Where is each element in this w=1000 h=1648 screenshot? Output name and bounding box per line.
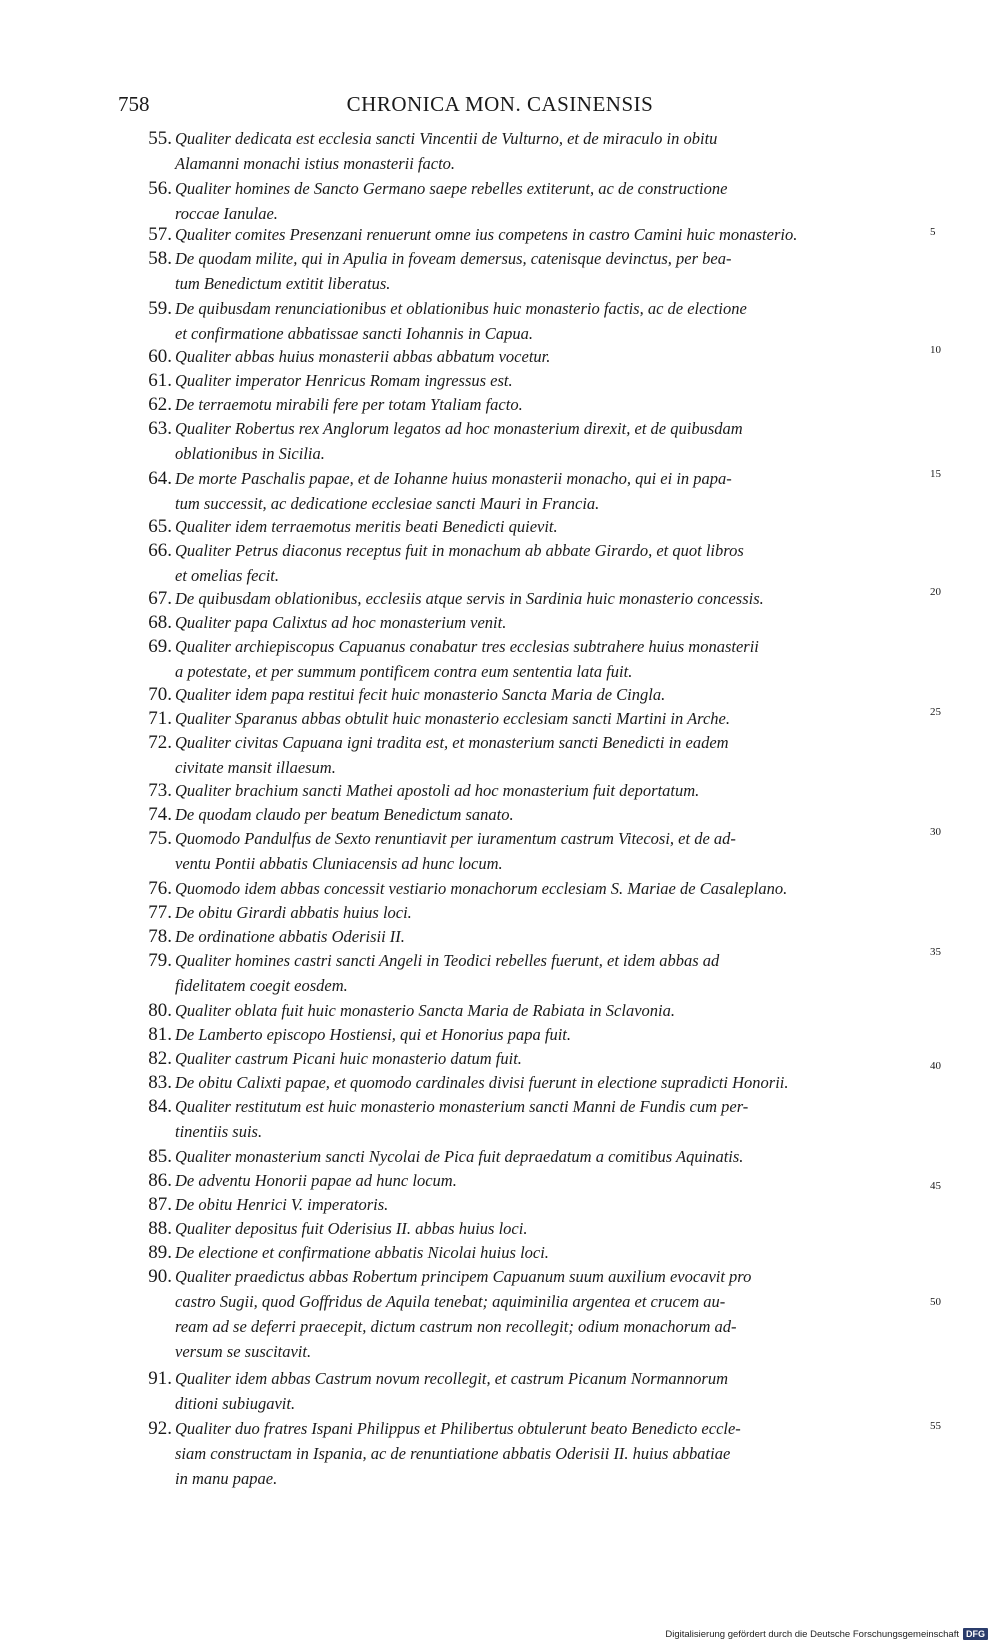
entry-text bbox=[175, 948, 930, 998]
entry-text bbox=[175, 1366, 930, 1416]
entry-number: 63. bbox=[148, 418, 172, 439]
entry-line: et confirmatione abbatissae sancti Iohannis in Capua. bbox=[175, 324, 533, 343]
entry-text bbox=[175, 538, 930, 588]
entry-line: Qualiter duo fratres Ispani Philippus et Philibertus obtulerunt beato Benedicto eccle- bbox=[175, 1419, 741, 1438]
entry-line: De Lamberto episcopo Hostiensi, qui et Honorius papa fuit. bbox=[175, 1025, 571, 1044]
line-number-marker: 55 bbox=[930, 1420, 941, 1432]
entry-line: Qualiter comites Presenzani renuerunt omne ius competens in castro Camini huic monasterio. bbox=[175, 225, 798, 244]
entry-text bbox=[175, 586, 930, 611]
entry-text bbox=[175, 368, 930, 393]
entry-text bbox=[175, 778, 930, 803]
entry-number: 69. bbox=[148, 636, 172, 657]
line-number-marker: 50 bbox=[930, 1296, 941, 1308]
entry-number: 58. bbox=[148, 248, 172, 269]
entry-line: a potestate, et per summum pontificem contra eum sententia lata fuit. bbox=[175, 662, 633, 681]
entry-text bbox=[175, 1416, 930, 1491]
entry-text bbox=[175, 126, 930, 176]
entry-line: Quomodo Pandulfus de Sexto renuntiavit per iuramentum castrum Vitecosi, et de ad- bbox=[175, 829, 736, 848]
entry-text bbox=[175, 802, 930, 827]
entry-number: 59. bbox=[148, 298, 172, 319]
entry-number: 82. bbox=[148, 1048, 172, 1069]
entry-number: 71. bbox=[148, 708, 172, 729]
entry-number: 61. bbox=[148, 370, 172, 391]
entry-line: Qualiter imperator Henricus Romam ingressus est. bbox=[175, 371, 513, 390]
entry-text bbox=[175, 682, 930, 707]
entry-text bbox=[175, 900, 930, 925]
entry-line: et omelias fecit. bbox=[175, 566, 280, 585]
entry-number: 90. bbox=[148, 1266, 172, 1287]
entry-number: 75. bbox=[148, 828, 172, 849]
entry-text bbox=[175, 730, 930, 780]
entry-line: roccae Ianulae. bbox=[175, 204, 278, 223]
entry-line: Qualiter idem terraemotus meritis beati Benedicti quievit. bbox=[175, 517, 558, 536]
entry-line: Qualiter depositus fuit Oderisius II. abbas huius loci. bbox=[175, 1219, 528, 1238]
entry-text bbox=[175, 296, 930, 346]
entry-line: ditioni subiugavit. bbox=[175, 1394, 296, 1413]
entry-line: De quodam claudo per beatum Benedictum sanato. bbox=[175, 805, 514, 824]
digitization-credit bbox=[665, 1628, 988, 1640]
line-number-marker: 45 bbox=[930, 1180, 941, 1192]
entry-text bbox=[175, 706, 930, 731]
entry-line: civitate mansit illaesum. bbox=[175, 758, 336, 777]
entry-line: Qualiter homines de Sancto Germano saepe rebelles extiterunt, ac de constructione bbox=[175, 179, 728, 198]
entry-text bbox=[175, 998, 930, 1023]
line-number-marker: 35 bbox=[930, 946, 941, 958]
entry-line: De electione et confirmatione abbatis Nicolai huius loci. bbox=[175, 1243, 549, 1262]
credit-text: Digitalisierung gefördert durch die Deutsche Forschungsgemeinschaft bbox=[665, 1628, 959, 1640]
entry-line: Qualiter abbas huius monasterii abbas abbatum vocetur. bbox=[175, 347, 551, 366]
entry-line: Qualiter homines castri sancti Angeli in Teodici rebelles fuerunt, et idem abbas ad bbox=[175, 951, 720, 970]
entry-number: 80. bbox=[148, 1000, 172, 1021]
entry-line: Qualiter archiepiscopus Capuanus conabatur tres ecclesias subtrahere huius monasterii bbox=[175, 637, 759, 656]
entry-text bbox=[175, 924, 930, 949]
entry-line: Qualiter idem abbas Castrum novum recollegit, et castrum Picanum Normannorum bbox=[175, 1369, 729, 1388]
entry-number: 64. bbox=[148, 468, 172, 489]
entry-line: versum se suscitavit. bbox=[175, 1342, 312, 1361]
entry-text bbox=[175, 222, 930, 247]
entry-line: Qualiter monasterium sancti Nycolai de Pica fuit depraedatum a comitibus Aquinatis. bbox=[175, 1147, 744, 1166]
entry-number: 78. bbox=[148, 926, 172, 947]
line-number-marker: 25 bbox=[930, 706, 941, 718]
entry-line: Qualiter Petrus diaconus receptus fuit in monachum ab abbate Girardo, et quot libros bbox=[175, 541, 744, 560]
entry-text bbox=[175, 634, 930, 684]
entry-number: 85. bbox=[148, 1146, 172, 1167]
line-number-marker: 40 bbox=[930, 1060, 941, 1072]
entry-line: Qualiter dedicata est ecclesia sancti Vincentii de Vulturno, et de miraculo in obitu bbox=[175, 129, 718, 148]
entry-line: Alamanni monachi istius monasterii facto. bbox=[175, 154, 456, 173]
entry-line: De quibusdam renunciationibus et oblationibus huic monasterio factis, ac de electione bbox=[175, 299, 747, 318]
entry-line: De adventu Honorii papae ad hunc locum. bbox=[175, 1171, 457, 1190]
entry-text bbox=[175, 1192, 930, 1217]
entry-number: 62. bbox=[148, 394, 172, 415]
entry-line: in manu papae. bbox=[175, 1469, 278, 1488]
entry-line: Qualiter idem papa restitui fecit huic monasterio Sancta Maria de Cingla. bbox=[175, 685, 666, 704]
entry-text bbox=[175, 1094, 930, 1144]
entry-line: tinentiis suis. bbox=[175, 1122, 263, 1141]
entry-line: Qualiter Sparanus abbas obtulit huic monasterio ecclesiam sancti Martini in Arche. bbox=[175, 709, 730, 728]
entry-text bbox=[175, 246, 930, 296]
entry-line: Qualiter civitas Capuana igni tradita est, et monasterium sancti Benedicti in eadem bbox=[175, 733, 729, 752]
entry-number: 74. bbox=[148, 804, 172, 825]
entry-text bbox=[175, 1264, 930, 1364]
entry-number: 70. bbox=[148, 684, 172, 705]
entry-line: De obitu Henrici V. imperatoris. bbox=[175, 1195, 389, 1214]
entry-line: Qualiter praedictus abbas Robertum principem Capuanum suum auxilium evocavit pro bbox=[175, 1267, 752, 1286]
entry-line: ventu Pontii abbatis Cluniacensis ad hunc locum. bbox=[175, 854, 503, 873]
entry-number: 67. bbox=[148, 588, 172, 609]
entry-number: 55. bbox=[148, 128, 172, 149]
entry-number: 77. bbox=[148, 902, 172, 923]
entry-line: Quomodo idem abbas concessit vestiario monachorum ecclesiam S. Mariae de Casaleplano. bbox=[175, 879, 788, 898]
entry-line: De ordinatione abbatis Oderisii II. bbox=[175, 927, 405, 946]
line-number-marker: 30 bbox=[930, 826, 941, 838]
entry-number: 84. bbox=[148, 1096, 172, 1117]
entry-text bbox=[175, 1144, 930, 1169]
entry-line: Qualiter castrum Picani huic monasterio datum fuit. bbox=[175, 1049, 522, 1068]
page-number: 758 bbox=[118, 92, 150, 116]
entry-number: 72. bbox=[148, 732, 172, 753]
entry-line: De obitu Girardi abbatis huius loci. bbox=[175, 903, 412, 922]
entry-number: 87. bbox=[148, 1194, 172, 1215]
entry-number: 57. bbox=[148, 224, 172, 245]
entry-line: De morte Paschalis papae, et de Iohanne huius monasterii monacho, qui ei in papa- bbox=[175, 469, 732, 488]
entry-text bbox=[175, 1022, 930, 1047]
entry-text bbox=[175, 1240, 930, 1265]
entry-text bbox=[175, 514, 930, 539]
entry-line: siam constructam in Ispania, ac de renuntiatione abbatis Oderisii II. huius abbatiae bbox=[175, 1444, 731, 1463]
entry-line: castro Sugii, quod Goffridus de Aquila tenebat; aquiminilia argentea et crucem au- bbox=[175, 1292, 726, 1311]
entry-text bbox=[175, 1070, 930, 1095]
entry-line: De terraemotu mirabili fere per totam Ytaliam facto. bbox=[175, 395, 523, 414]
entry-line: Qualiter restitutum est huic monasterio monasterium sancti Manni de Fundis cum per- bbox=[175, 1097, 749, 1116]
entry-number: 92. bbox=[148, 1418, 172, 1439]
entry-text bbox=[175, 876, 930, 901]
entry-line: De quodam milite, qui in Apulia in foveam demersus, catenisque devinctus, per bea- bbox=[175, 249, 732, 268]
entry-line: Qualiter Robertus rex Anglorum legatos ad hoc monasterium direxit, et de quibusdam bbox=[175, 419, 743, 438]
line-number-marker: 15 bbox=[930, 468, 941, 480]
entry-text bbox=[175, 1046, 930, 1071]
entry-number: 86. bbox=[148, 1170, 172, 1191]
entry-number: 79. bbox=[148, 950, 172, 971]
entry-text bbox=[175, 344, 930, 369]
entry-text bbox=[175, 610, 930, 635]
entry-line: De obitu Calixti papae, et quomodo cardinales divisi fuerunt in electione supradicti Honorii. bbox=[175, 1073, 789, 1092]
entry-number: 66. bbox=[148, 540, 172, 561]
entry-number: 65. bbox=[148, 516, 172, 537]
entry-number: 56. bbox=[148, 178, 172, 199]
entry-line: De quibusdam oblationibus, ecclesiis atque servis in Sardinia huic monasterio concessis. bbox=[175, 589, 764, 608]
entry-number: 89. bbox=[148, 1242, 172, 1263]
entry-line: Qualiter brachium sancti Mathei apostoli ad hoc monasterium fuit deportatum. bbox=[175, 781, 700, 800]
entry-text bbox=[175, 176, 930, 226]
entry-line: Qualiter papa Calixtus ad hoc monasterium venit. bbox=[175, 613, 507, 632]
entry-line: ream ad se deferri praecepit, dictum castrum non recollegit; odium monachorum ad- bbox=[175, 1317, 737, 1336]
entry-text bbox=[175, 392, 930, 417]
entry-number: 83. bbox=[148, 1072, 172, 1093]
entry-number: 88. bbox=[148, 1218, 172, 1239]
entry-number: 60. bbox=[148, 346, 172, 367]
entry-number: 68. bbox=[148, 612, 172, 633]
line-number-marker: 5 bbox=[930, 226, 936, 238]
entry-line: tum successit, ac dedicatione ecclesiae sancti Mauri in Francia. bbox=[175, 494, 600, 513]
running-title: CHRONICA MON. CASINENSIS bbox=[346, 92, 654, 116]
entry-line: Qualiter oblata fuit huic monasterio Sancta Maria de Rabiata in Sclavonia. bbox=[175, 1001, 675, 1020]
entry-line: oblationibus in Sicilia. bbox=[175, 444, 325, 463]
entry-line: tum Benedictum extitit liberatus. bbox=[175, 274, 391, 293]
entry-text bbox=[175, 1168, 930, 1193]
entry-number: 73. bbox=[148, 780, 172, 801]
entry-text bbox=[175, 416, 930, 466]
entry-text bbox=[175, 1216, 930, 1241]
dfg-logo: DFG bbox=[963, 1628, 988, 1640]
entry-number: 76. bbox=[148, 878, 172, 899]
entry-text bbox=[175, 826, 930, 876]
line-number-marker: 20 bbox=[930, 586, 941, 598]
entry-text bbox=[175, 466, 930, 516]
entry-line: fidelitatem coegit eosdem. bbox=[175, 976, 348, 995]
entry-number: 91. bbox=[148, 1368, 172, 1389]
line-number-marker: 10 bbox=[930, 344, 941, 356]
entry-number: 81. bbox=[148, 1024, 172, 1045]
